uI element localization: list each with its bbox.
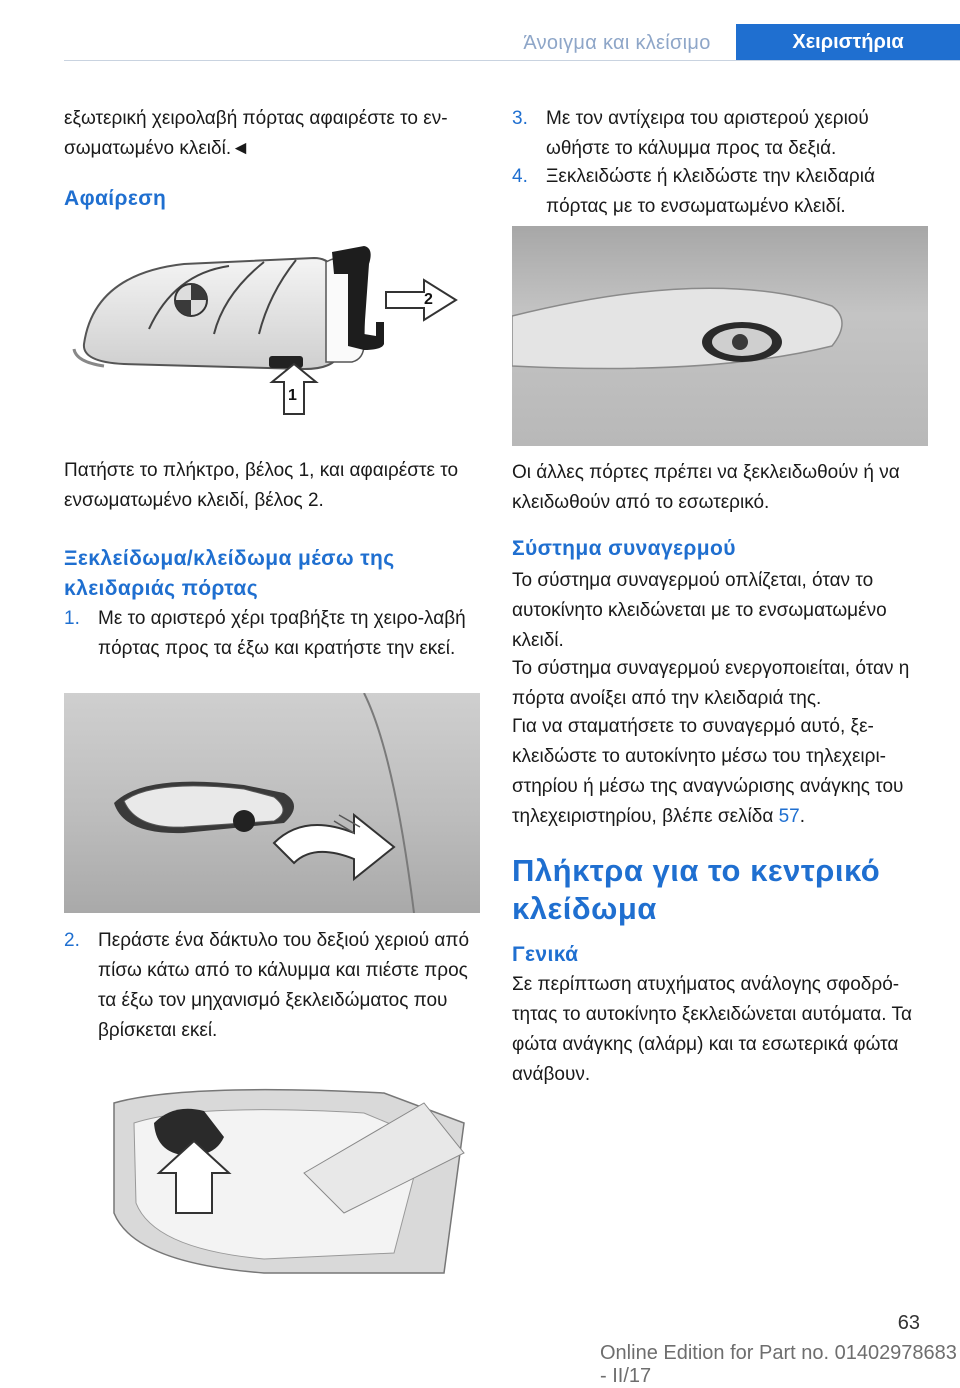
- page-57-link[interactable]: 57: [778, 806, 800, 827]
- page-number: 63: [897, 1312, 920, 1334]
- key-caption: Πατήστε το πλήκτρο, βέλος 1, και αφαιρέστε το ενσωματωμένο κλειδί, βέλος 2.: [64, 460, 459, 511]
- key-removal-illustration: [64, 234, 480, 426]
- header-chapter-tab[interactable]: Χειριστήρια: [736, 24, 960, 61]
- general-paragraph: Σε περίπτωση ατυχήματος ανάλογης σφοδρό‐τητας το αυτοκίνητο ξεκλειδώνεται αυτόματα. Τα φώτα ανάγκης (αλάρμ) και τα εσωτερικά φώτα ανάβουν.: [512, 974, 912, 1085]
- alarm-paragraph-3: [512, 712, 932, 832]
- door-lock-cylinder-photo: [512, 226, 928, 446]
- lock-heading: Ξεκλείδωμα/κλείδωμα μέσω της κλειδαριάς πόρτας: [64, 547, 395, 600]
- step-1: [64, 604, 484, 664]
- step-3-text: Με τον αντίχειρα του αριστερού χεριού ωθήστε το κάλυμμα προς τα δεξιά.: [546, 108, 869, 159]
- alarm-paragraph-3-end: .: [799, 806, 806, 827]
- general-heading: Γενικά: [512, 943, 579, 966]
- step-1-number: 1.: [64, 608, 80, 629]
- step-4-text: Ξεκλειδώστε ή κλειδώστε την κλειδαριά πόρτας με το ενσωματωμένο κλειδί.: [546, 166, 875, 217]
- step-1-text: Με το αριστερό χέρι τραβήξτε τη χειρο‐λαβή πόρτας προς τα έξω και κρατήστε την εκεί.: [98, 608, 466, 659]
- arrow-label-2: 2: [424, 291, 433, 308]
- doors-note: Οι άλλες πόρτες πρέπει να ξεκλειδωθούν ή να κλειδωθούν από το εσωτερικό.: [512, 462, 900, 513]
- step-2: [64, 926, 484, 1046]
- arrow-label-1: 1: [288, 387, 297, 404]
- step-4-number: 4.: [512, 166, 528, 187]
- step-3: [512, 104, 932, 164]
- step-2-text: Περάστε ένα δάκτυλο του δεξιού χεριού από πίσω κάτω από το κάλυμμα και πιέστε προς τα έξω τον μηχανισμό ξεκλειδώματος που βρίσκεται εκεί.: [98, 930, 470, 1041]
- alarm-paragraph-1: Το σύστημα συναγερμού οπλίζεται, όταν το αυτοκίνητο κλειδώνεται με το ενσωματωμένο κλειδί.: [512, 570, 887, 651]
- central-locking-heading: Πλήκτρα για το κεντρικό κλείδωμα: [512, 853, 881, 926]
- alarm-heading: Σύστημα συναγερμού: [512, 537, 736, 560]
- intro-text: εξωτερική χειρολαβή πόρτας αφαιρέστε το εν‐σωματωμένο κλειδί.◄: [64, 108, 448, 159]
- door-handle-pull-photo: [64, 693, 480, 913]
- step-3-number: 3.: [512, 108, 528, 129]
- removal-heading: Αφαίρεση: [64, 187, 167, 210]
- alarm-paragraph-2: Το σύστημα συναγερμού ενεργοποιείται, όταν η πόρτα ανοίξει από την κλειδαριά της.: [512, 658, 910, 709]
- step-2-number: 2.: [64, 930, 80, 951]
- alarm-paragraph-3-text: Για να σταματήσετε το συναγερμό αυτό, ξε‐κλειδώστε το αυτοκίνητο μέσω του τηλεχειρι‐στηρίου ή μέσω της αναγνώρισης ανάγκης του τηλεχειριστηρίου, βλέπε σελίδα: [512, 716, 904, 827]
- header-section-title: Άνοιγμα και κλείσιμο: [523, 31, 711, 54]
- edition-footer: Online Edition for Part no. 01402978683 - II/17: [600, 1342, 957, 1387]
- header-rule: [64, 60, 960, 61]
- unlock-mechanism-photo: [64, 1063, 480, 1283]
- step-4: [512, 162, 932, 222]
